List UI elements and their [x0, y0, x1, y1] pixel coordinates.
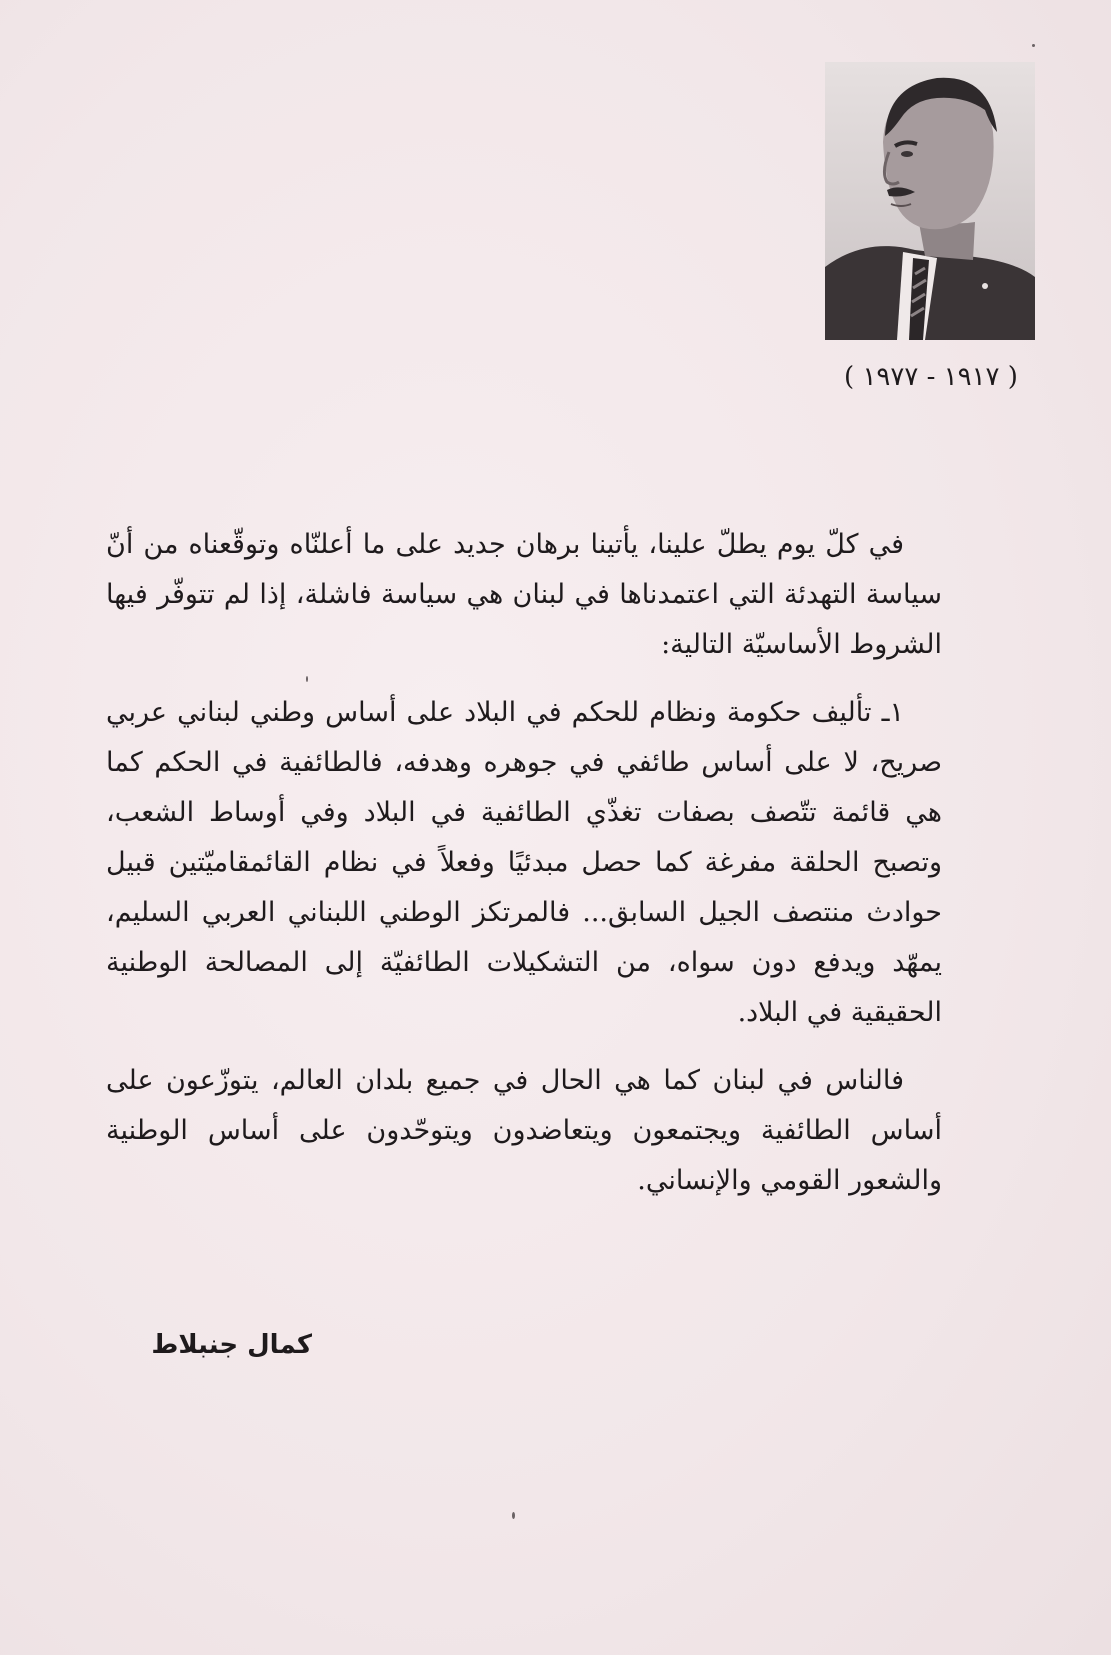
portrait-image	[825, 62, 1035, 340]
paper-speck	[1032, 44, 1035, 47]
paper-speck	[512, 1512, 515, 1519]
author-signature: كمال جنبلاط	[151, 1330, 312, 1360]
paragraph-conclusion: فالناس في لبنان كما هي الحال في جميع بلدان العالم، يتوزّعون على أساس الطائفية ويجتمعون ويتعاضدون ويتوحّدون على أساس الوطنية والشعور القومي والإنساني.	[106, 1065, 942, 1196]
life-dates: ( ١٩١٧ - ١٩٧٧ )	[844, 362, 1018, 392]
quote-text	[106, 520, 942, 1206]
paper-speck	[306, 676, 308, 682]
paragraph-intro: في كلّ يوم يطلّ علينا، يأتينا برهان جديد على ما أعلنّاه وتوقّعناه من أنّ سياسة التهدئة التي اعتمدناها في لبنان هي سياسة فاشلة، إذا لم تتوفّر فيها الشروط الأساسيّة التالية:	[106, 529, 942, 660]
paragraph-point-one: ١ـ تأليف حكومة ونظام للحكم في البلاد على أساس وطني لبناني عربي صريح، لا على أساس طائفي في جوهره وهدفه، فالطائفية في الحكم كما هي قائمة تتّصف بصفات تغذّي الطائفية في البلاد وفي أوساط الشعب، وتصبح الحلقة مفرغة كما حصل مبدئيًا وفعلاً في نظام القائمقاميّتين قبيل حوادث منتصف الجيل السابق... فالمرتكز الوطني اللبناني العربي السليم، يمهّد ويدفع دون سواه، من التشكيلات الطائفيّة إلى المصالحة الوطنية الحقيقية في البلاد.	[106, 697, 942, 1028]
author-portrait	[825, 62, 1035, 340]
